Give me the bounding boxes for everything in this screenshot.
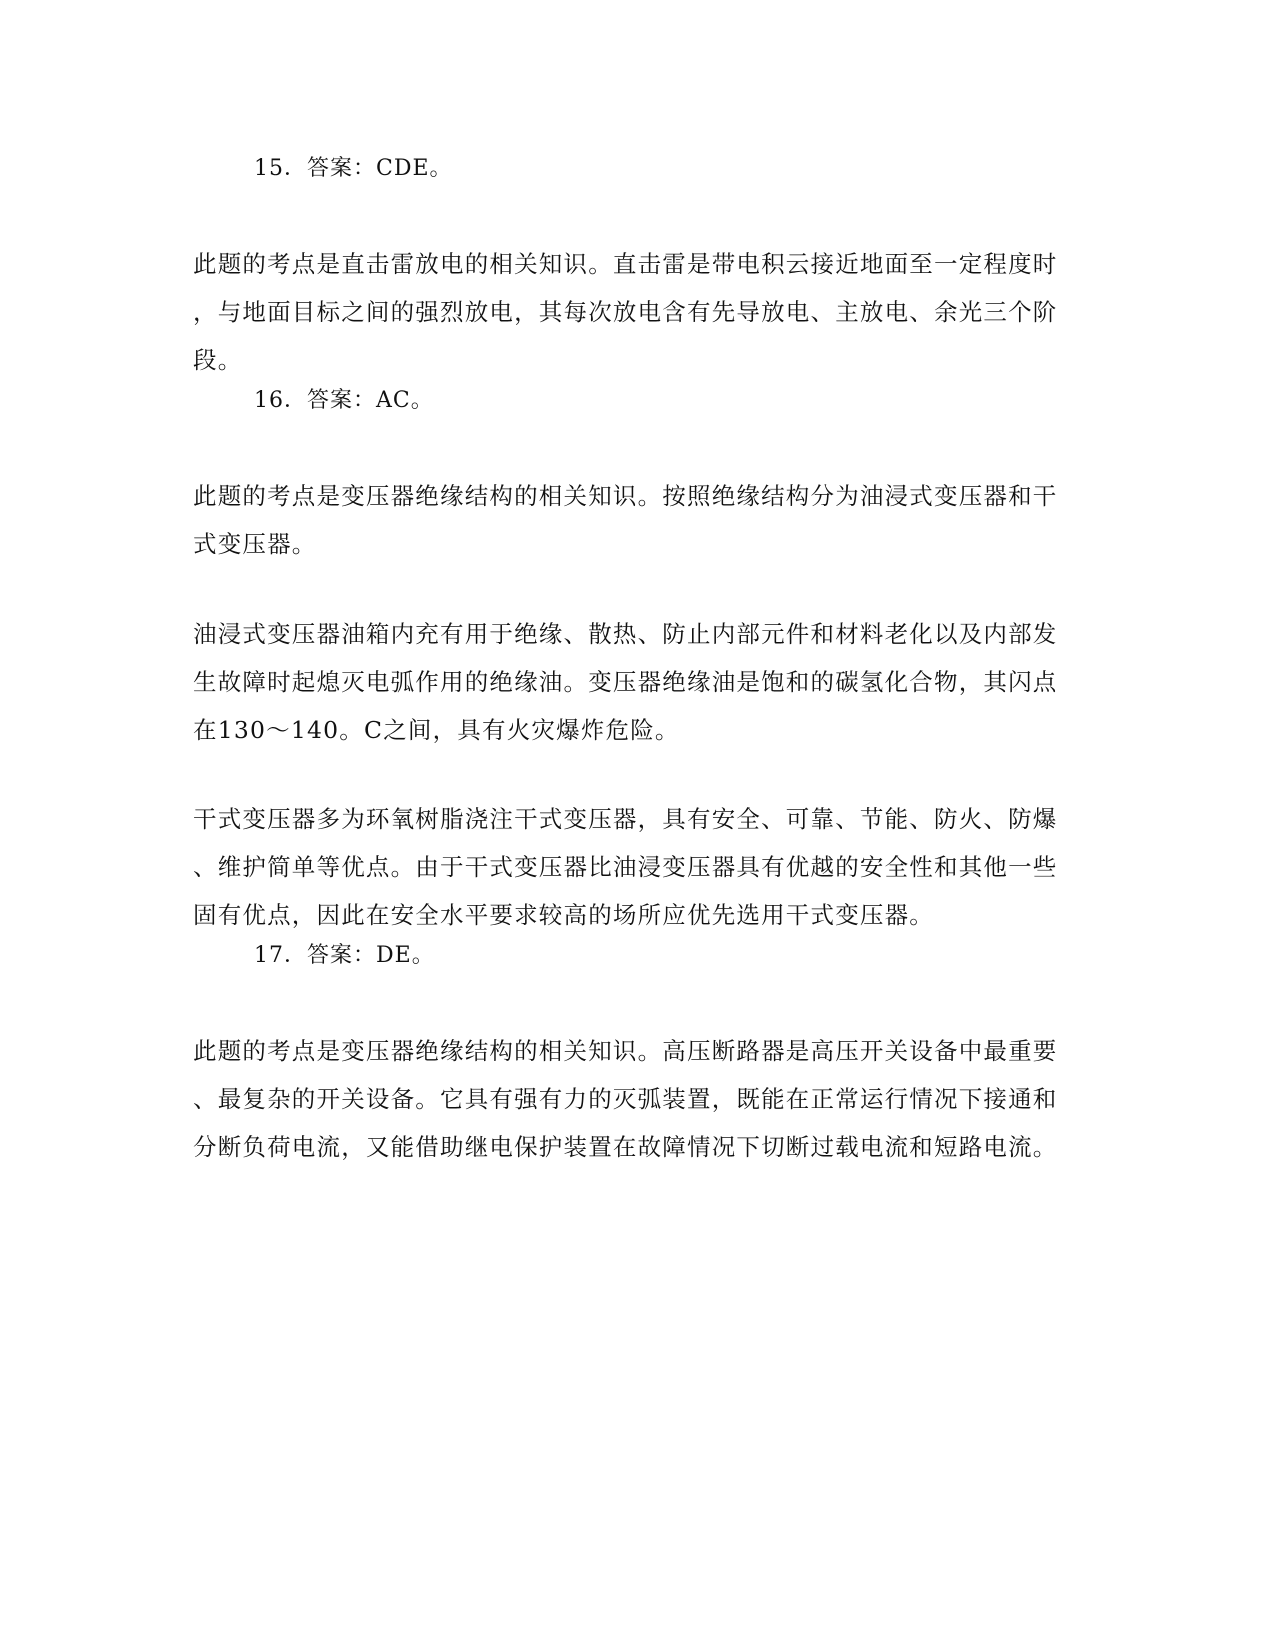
- explanation-16-intro: [193, 472, 1093, 568]
- answer-16: 16．答案：AC。: [254, 388, 434, 413]
- text-line: 生故障时起熄灭电弧作用的绝缘油。变压器绝缘油是饱和的碳氢化合物，其闪点: [193, 668, 1058, 696]
- explanation-15: [193, 240, 1093, 384]
- explanation-16-dry: [193, 795, 1093, 939]
- answer-15: 15．答案：CDE。: [254, 156, 453, 181]
- answer-17: 17．答案：DE。: [254, 943, 435, 968]
- text-line: 、维护简单等优点。由于干式变压器比油浸变压器具有优越的安全性和其他一些: [193, 853, 1058, 881]
- text-line: 分断负荷电流，又能借助继电保护装置在故障情况下切断过载电流和短路电流。: [193, 1133, 1058, 1161]
- text-line: ，与地面目标之间的强烈放电，其每次放电含有先导放电、主放电、余光三个阶: [193, 298, 1058, 326]
- text-line: 此题的考点是变压器绝缘结构的相关知识。高压断路器是高压开关设备中最重要: [193, 1037, 1058, 1065]
- text-line: 、最复杂的开关设备。它具有强有力的灭弧装置，既能在正常运行情况下接通和: [193, 1085, 1058, 1113]
- text-line: 此题的考点是直击雷放电的相关知识。直击雷是带电积云接近地面至一定程度时: [193, 250, 1058, 278]
- text-line: 此题的考点是变压器绝缘结构的相关知识。按照绝缘结构分为油浸式变压器和干: [193, 482, 1058, 510]
- explanation-17: [193, 1027, 1093, 1171]
- text-line: 式变压器。: [193, 530, 317, 558]
- text-line: 油浸式变压器油箱内充有用于绝缘、散热、防止内部元件和材料老化以及内部发: [193, 620, 1058, 648]
- explanation-16-oil: [193, 610, 1093, 754]
- text-line: 干式变压器多为环氧树脂浇注干式变压器，具有安全、可靠、节能、防火、防爆: [193, 805, 1058, 833]
- text-line: 在130～140。C之间，具有火灾爆炸危险。: [193, 716, 680, 744]
- text-line: 段。: [193, 346, 243, 374]
- text-line: 固有优点，因此在安全水平要求较高的场所应优先选用干式变压器。: [193, 901, 934, 929]
